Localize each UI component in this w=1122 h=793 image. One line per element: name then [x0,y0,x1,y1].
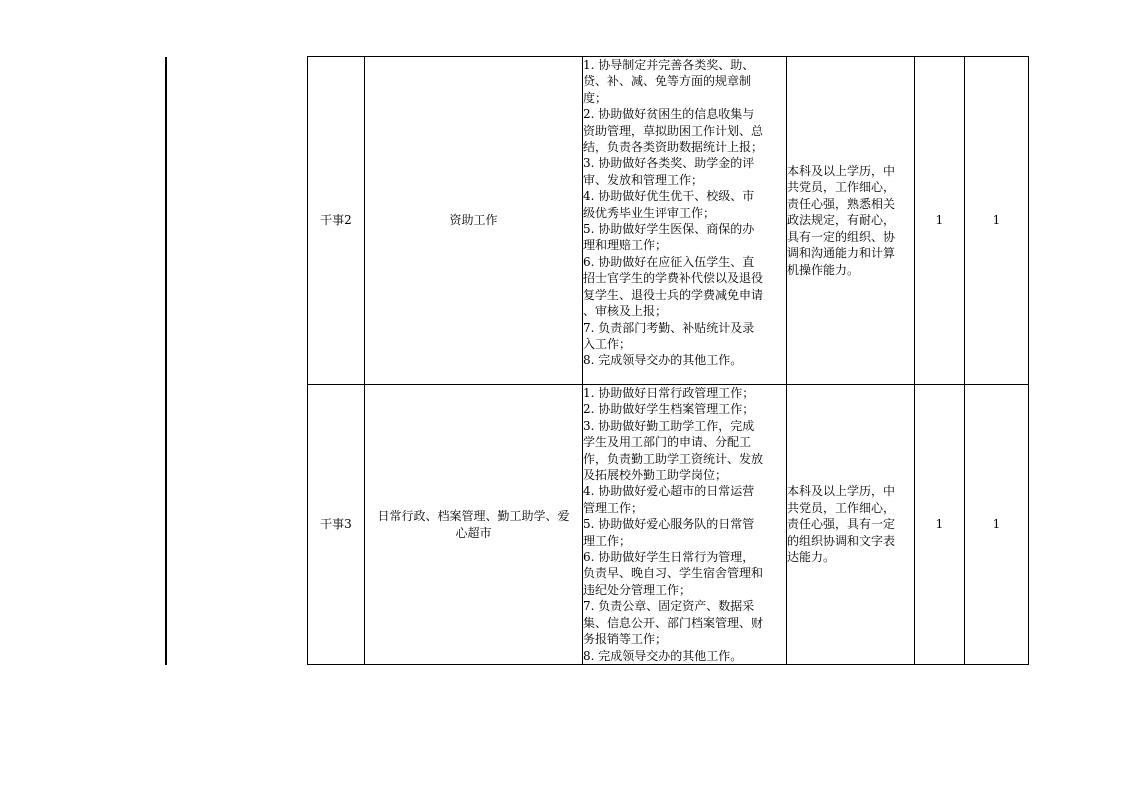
duty-line: 作，负责勤工助学工资统计、发放 [583,451,764,466]
duty-line: 度； [583,90,608,105]
headcount-cell [965,57,1029,385]
requirement-line: 政法规定，有耐心， [787,213,896,228]
headcount-cell [965,385,1029,665]
duty-line: 结，负责各类资助数据统计上报； [583,140,764,155]
duty-line: 、审核及上报； [583,304,668,319]
duty-line: 3. 协助做好勤工助学工作，完成 [583,418,755,433]
requirement-line: 责任心强，熟悉相关 [787,196,896,211]
requirements-cell [787,385,915,665]
duty-line: 理和理赔工作； [583,238,668,253]
duty-line: 8. 完成领导交办的其他工作。 [583,648,743,663]
table-row [308,57,1029,385]
duty-line: 2. 协助做好学生档案管理工作； [583,402,755,417]
duty-line: 1. 协助做好日常行政管理工作； [583,386,755,400]
duty-line: 资助管理，草拟助困工作计划、总 [583,123,764,138]
position-title: 干事2 [320,213,352,228]
headcount-cell [915,385,965,665]
position-title-cell [308,385,365,665]
duty-line: 负责早、晚自习、学生宿舍管理和 [583,566,764,581]
position-name-line: 日常行政、档案管理、勤工助学、爱 [377,509,570,524]
duty-line: 学生及用工部门的申请、分配工 [583,435,752,450]
left-border-line [165,57,167,665]
headcount-value: 1 [935,517,944,532]
job-positions-table [307,56,1029,665]
duty-line: 入工作； [583,336,632,351]
requirements-cell [787,57,915,385]
duty-line: 7. 负责公章、固定资产、数据采 [583,599,755,614]
duty-line: 7. 负责部门考勤、补贴统计及录 [583,320,755,335]
requirement-line: 调和沟通能力和计算 [787,246,896,261]
duty-line: 复学生、退役士兵的学费减免申请 [583,287,764,302]
position-name-cell [365,385,583,665]
duty-line: 2. 协助做好贫困生的信息收集与 [583,107,755,122]
duty-line: 集、信息公开、部门档案管理、财 [583,615,764,630]
requirement-line: 共党员，工作细心， [787,500,896,515]
requirement-line: 责任心强，具有一定 [787,517,896,532]
duty-line: 理工作； [583,533,632,548]
duties-cell [583,57,787,385]
duty-line: 级优秀毕业生评审工作； [583,205,716,220]
table-row [308,385,1029,665]
requirement-line: 本科及以上学历，中 [787,164,896,179]
headcount-value: 1 [992,517,1001,532]
position-name-line: 资助工作 [449,213,498,228]
duty-line: 5. 协助做好学生医保、商保的办 [583,222,755,237]
requirement-line: 具有一定的组织、协 [787,229,896,244]
duties-cell [583,385,787,665]
duty-line: 违纪处分管理工作； [583,582,692,597]
duty-line: 4. 协助做好优生优干、校级、市 [583,189,755,204]
headcount-cell [915,57,965,385]
requirement-line: 的组织协调和文字表 [787,533,896,548]
duty-line: 8. 完成领导交办的其他工作。 [583,353,743,368]
position-title: 干事3 [320,517,352,532]
position-name-cell [365,57,583,385]
headcount-value: 1 [935,213,944,228]
duty-line: 4. 协助做好爱心超市的日常运营 [583,484,755,499]
requirement-line: 共党员，工作细心， [787,180,896,195]
position-name-line: 心超市 [455,525,492,540]
duty-line: 招士官学生的学费补代偿以及退役 [583,271,764,286]
duty-line: 1. 协导制定并完善各类奖、助、 [583,58,755,72]
duty-line: 及拓展校外勤工助学岗位； [583,468,728,483]
duty-line: 3. 协助做好各类奖、助学金的评 [583,156,755,171]
duty-line: 务报销等工作； [583,632,668,647]
duty-line: 6. 协助做好在应征入伍学生、直 [583,254,755,269]
position-title-cell [308,57,365,385]
duty-line: 审、发放和管理工作； [583,172,704,187]
requirement-line: 达能力。 [787,550,836,565]
headcount-value: 1 [992,213,1001,228]
duty-line: 6. 协助做好学生日常行为管理， [583,550,755,565]
duty-line: 贷、补、减、免等方面的规章制 [583,74,752,89]
duty-line: 5. 协助做好爱心服务队的日常管 [583,517,755,532]
duty-line: 管理工作； [583,500,644,515]
requirement-line: 机操作能力。 [787,262,860,277]
requirement-line: 本科及以上学历，中 [787,484,896,499]
